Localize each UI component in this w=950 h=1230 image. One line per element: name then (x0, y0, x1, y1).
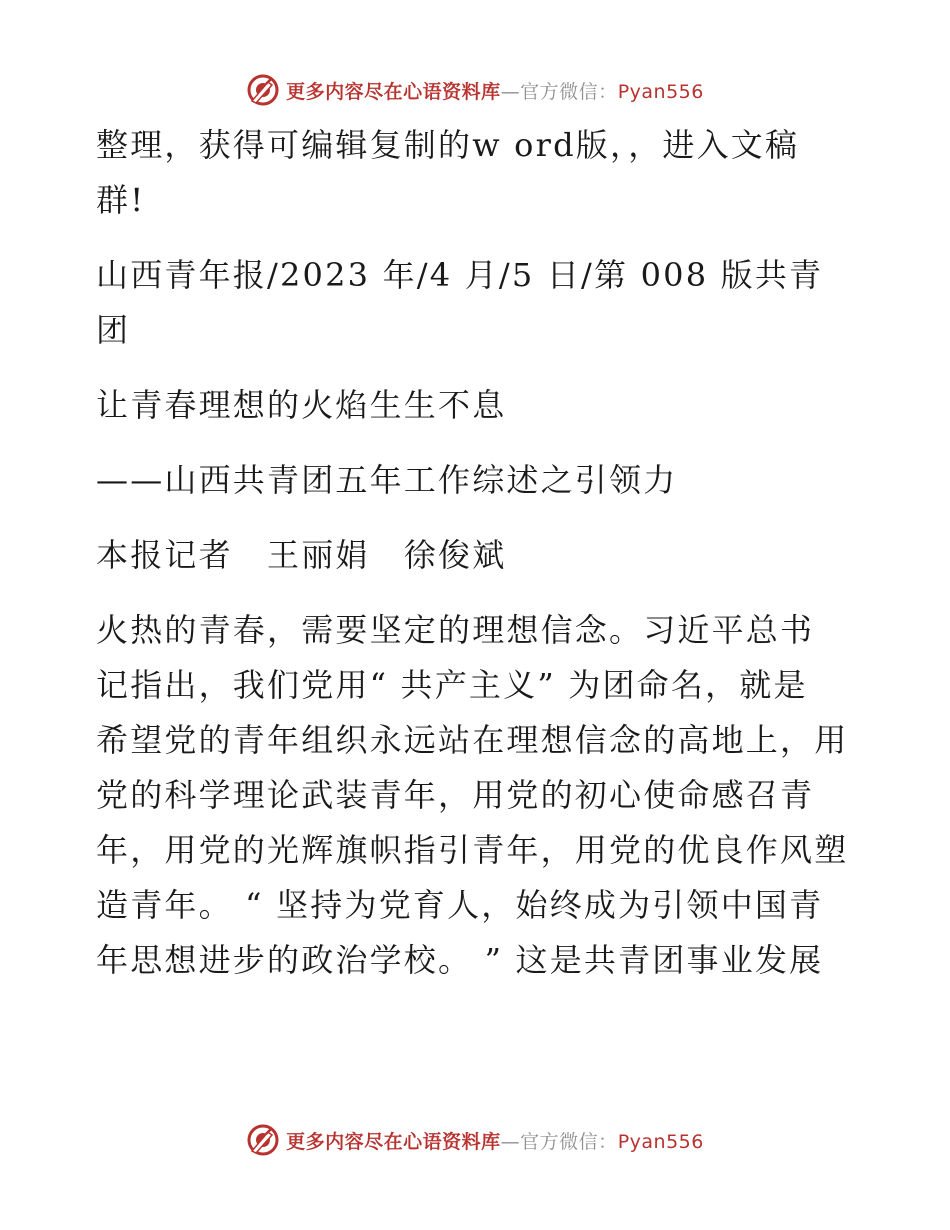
intro-line-1: 整理，获得可编辑复制的w ord版，，进入文稿 (96, 126, 800, 164)
body-line: 年思想进步的政治学校。 ” 这是共青团事业发展 (96, 941, 824, 979)
body-line: 年，用党的光辉旗帜指引青年，用党的优良作风塑 (96, 831, 849, 869)
header-watermark (0, 70, 950, 110)
pen-logo-icon (246, 1123, 280, 1157)
body-line: 火热的青春，需要坚定的理想信念。习近平总书 (96, 611, 815, 649)
body-line: 希望党的青年组织永远站在理想信念的高地上，用 (96, 721, 849, 759)
watermark-text: 更多内容尽在心语资料库—官方微信：Pyan556 (286, 1130, 704, 1153)
intro-line-2: 群! (96, 181, 146, 219)
article-subtitle: ——山西共青团五年工作综述之引领力 (96, 461, 678, 499)
body-line: 记指出，我们党用“ 共产主义” 为团命名，就是 (96, 666, 808, 704)
article-title: 让青春理想的火焰生生不息 (96, 386, 507, 424)
footer-watermark (0, 1120, 950, 1160)
watermark-text: 更多内容尽在心语资料库—官方微信：Pyan556 (286, 80, 704, 103)
source-line-2: 团 (96, 311, 131, 349)
body-line: 党的科学理论武装青年，用党的初心使命感召青 (96, 776, 815, 814)
document-body (96, 118, 852, 988)
article-byline: 本报记者 王丽娟 徐俊斌 (96, 536, 507, 574)
source-line-1: 山西青年报/2023 年/4 月/5 日/第 008 版共青 (96, 256, 824, 294)
body-line: 造青年。 “ 坚持为党育人，始终成为引领中国青 (96, 886, 824, 924)
pen-logo-icon (246, 73, 280, 107)
